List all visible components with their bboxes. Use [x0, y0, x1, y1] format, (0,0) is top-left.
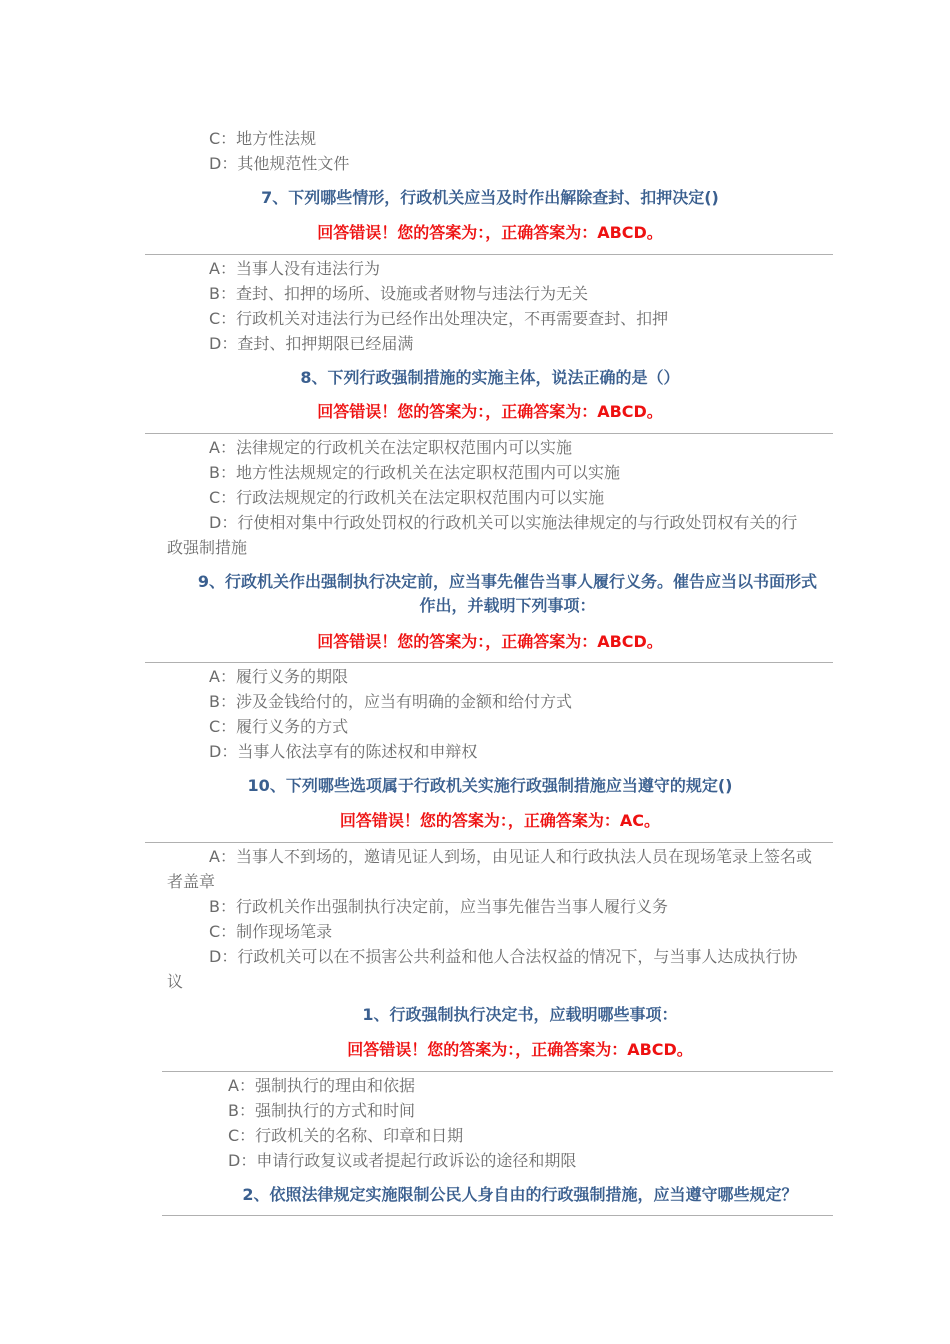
question-7-option-a: A：当事人没有违法行为 — [209, 259, 380, 278]
option-c: C：地方性法规 — [209, 129, 317, 148]
question-9-option-a: A：履行义务的期限 — [209, 667, 348, 686]
question-8-option-b: B：地方性法规规定的行政机关在法定职权范围内可以实施 — [209, 463, 620, 482]
question-1-option-b: B：强制执行的方式和时间 — [228, 1101, 415, 1120]
question-8-option-a: A：法律规定的行政机关在法定职权范围内可以实施 — [209, 438, 572, 457]
divider — [145, 842, 833, 843]
question-7-option-b: B：查封、扣押的场所、设施或者财物与违法行为无关 — [209, 284, 588, 303]
question-1-option-c: C：行政机关的名称、印章和日期 — [228, 1126, 464, 1145]
divider — [145, 433, 833, 434]
question-9-option-d: D：当事人依法享有的陈述权和申辩权 — [209, 742, 478, 761]
divider — [162, 1215, 833, 1216]
question-9-answer-feedback: 回答错误！您的答案为：，正确答案为：ABCD。 — [317, 632, 663, 651]
question-7-option-d: D：查封、扣押期限已经届满 — [209, 334, 414, 353]
divider — [162, 1071, 833, 1072]
question-1-option-d: D：申请行政复议或者提起行政诉讼的途径和期限 — [228, 1151, 577, 1170]
question-2-title: 2、依照法律规定实施限制公民人身自由的行政强制措施，应当遵守哪些规定？ — [242, 1185, 798, 1204]
question-10-option-b: B：行政机关作出强制执行决定前，应当事先催告当事人履行义务 — [209, 897, 668, 916]
divider — [145, 254, 833, 255]
option-d: D：其他规范性文件 — [209, 154, 350, 173]
question-9-option-b: B：涉及金钱给付的，应当有明确的金额和给付方式 — [209, 692, 572, 711]
question-7-option-c: C：行政机关对违法行为已经作出处理决定，不再需要查封、扣押 — [209, 309, 669, 328]
question-9-title: 9、行政机关作出强制执行决定前，应当事先催告当事人履行义务。催告应当以书面形式作出，并载明下列事项： — [197, 572, 818, 615]
question-1-answer-feedback: 回答错误！您的答案为：，正确答案为：ABCD。 — [347, 1040, 693, 1059]
question-1-option-a: A：强制执行的理由和依据 — [228, 1076, 415, 1095]
question-8-title: 8、下列行政强制措施的实施主体，说法正确的是（） — [300, 368, 680, 387]
question-1-title: 1、行政强制执行决定书，应载明哪些事项： — [362, 1005, 678, 1024]
divider — [145, 662, 833, 663]
question-10-option-c: C：制作现场笔录 — [209, 922, 333, 941]
question-7-answer-feedback: 回答错误！您的答案为：，正确答案为：ABCD。 — [317, 223, 663, 242]
question-10-answer-feedback: 回答错误！您的答案为：，正确答案为：AC。 — [339, 811, 661, 830]
question-10-option-d: D：行政机关可以在不损害公共利益和他人合法权益的情况下，与当事人达成执行协议 — [167, 947, 798, 991]
question-7-title: 7、下列哪些情形，行政机关应当及时作出解除查封、扣押决定() — [261, 188, 719, 207]
question-10-title: 10、下列哪些选项属于行政机关实施行政强制措施应当遵守的规定() — [247, 776, 733, 795]
question-8-option-c: C：行政法规规定的行政机关在法定职权范围内可以实施 — [209, 488, 605, 507]
question-8-option-d: D：行使相对集中行政处罚权的行政机关可以实施法律规定的与行政处罚权有关的行政强制措施 — [167, 513, 798, 557]
question-8-answer-feedback: 回答错误！您的答案为：，正确答案为：ABCD。 — [317, 402, 663, 421]
question-9-option-c: C：履行义务的方式 — [209, 717, 349, 736]
question-10-option-a: A：当事人不到场的，邀请见证人到场，由见证人和行政执法人员在现场笔录上签名或者盖章 — [167, 847, 812, 891]
